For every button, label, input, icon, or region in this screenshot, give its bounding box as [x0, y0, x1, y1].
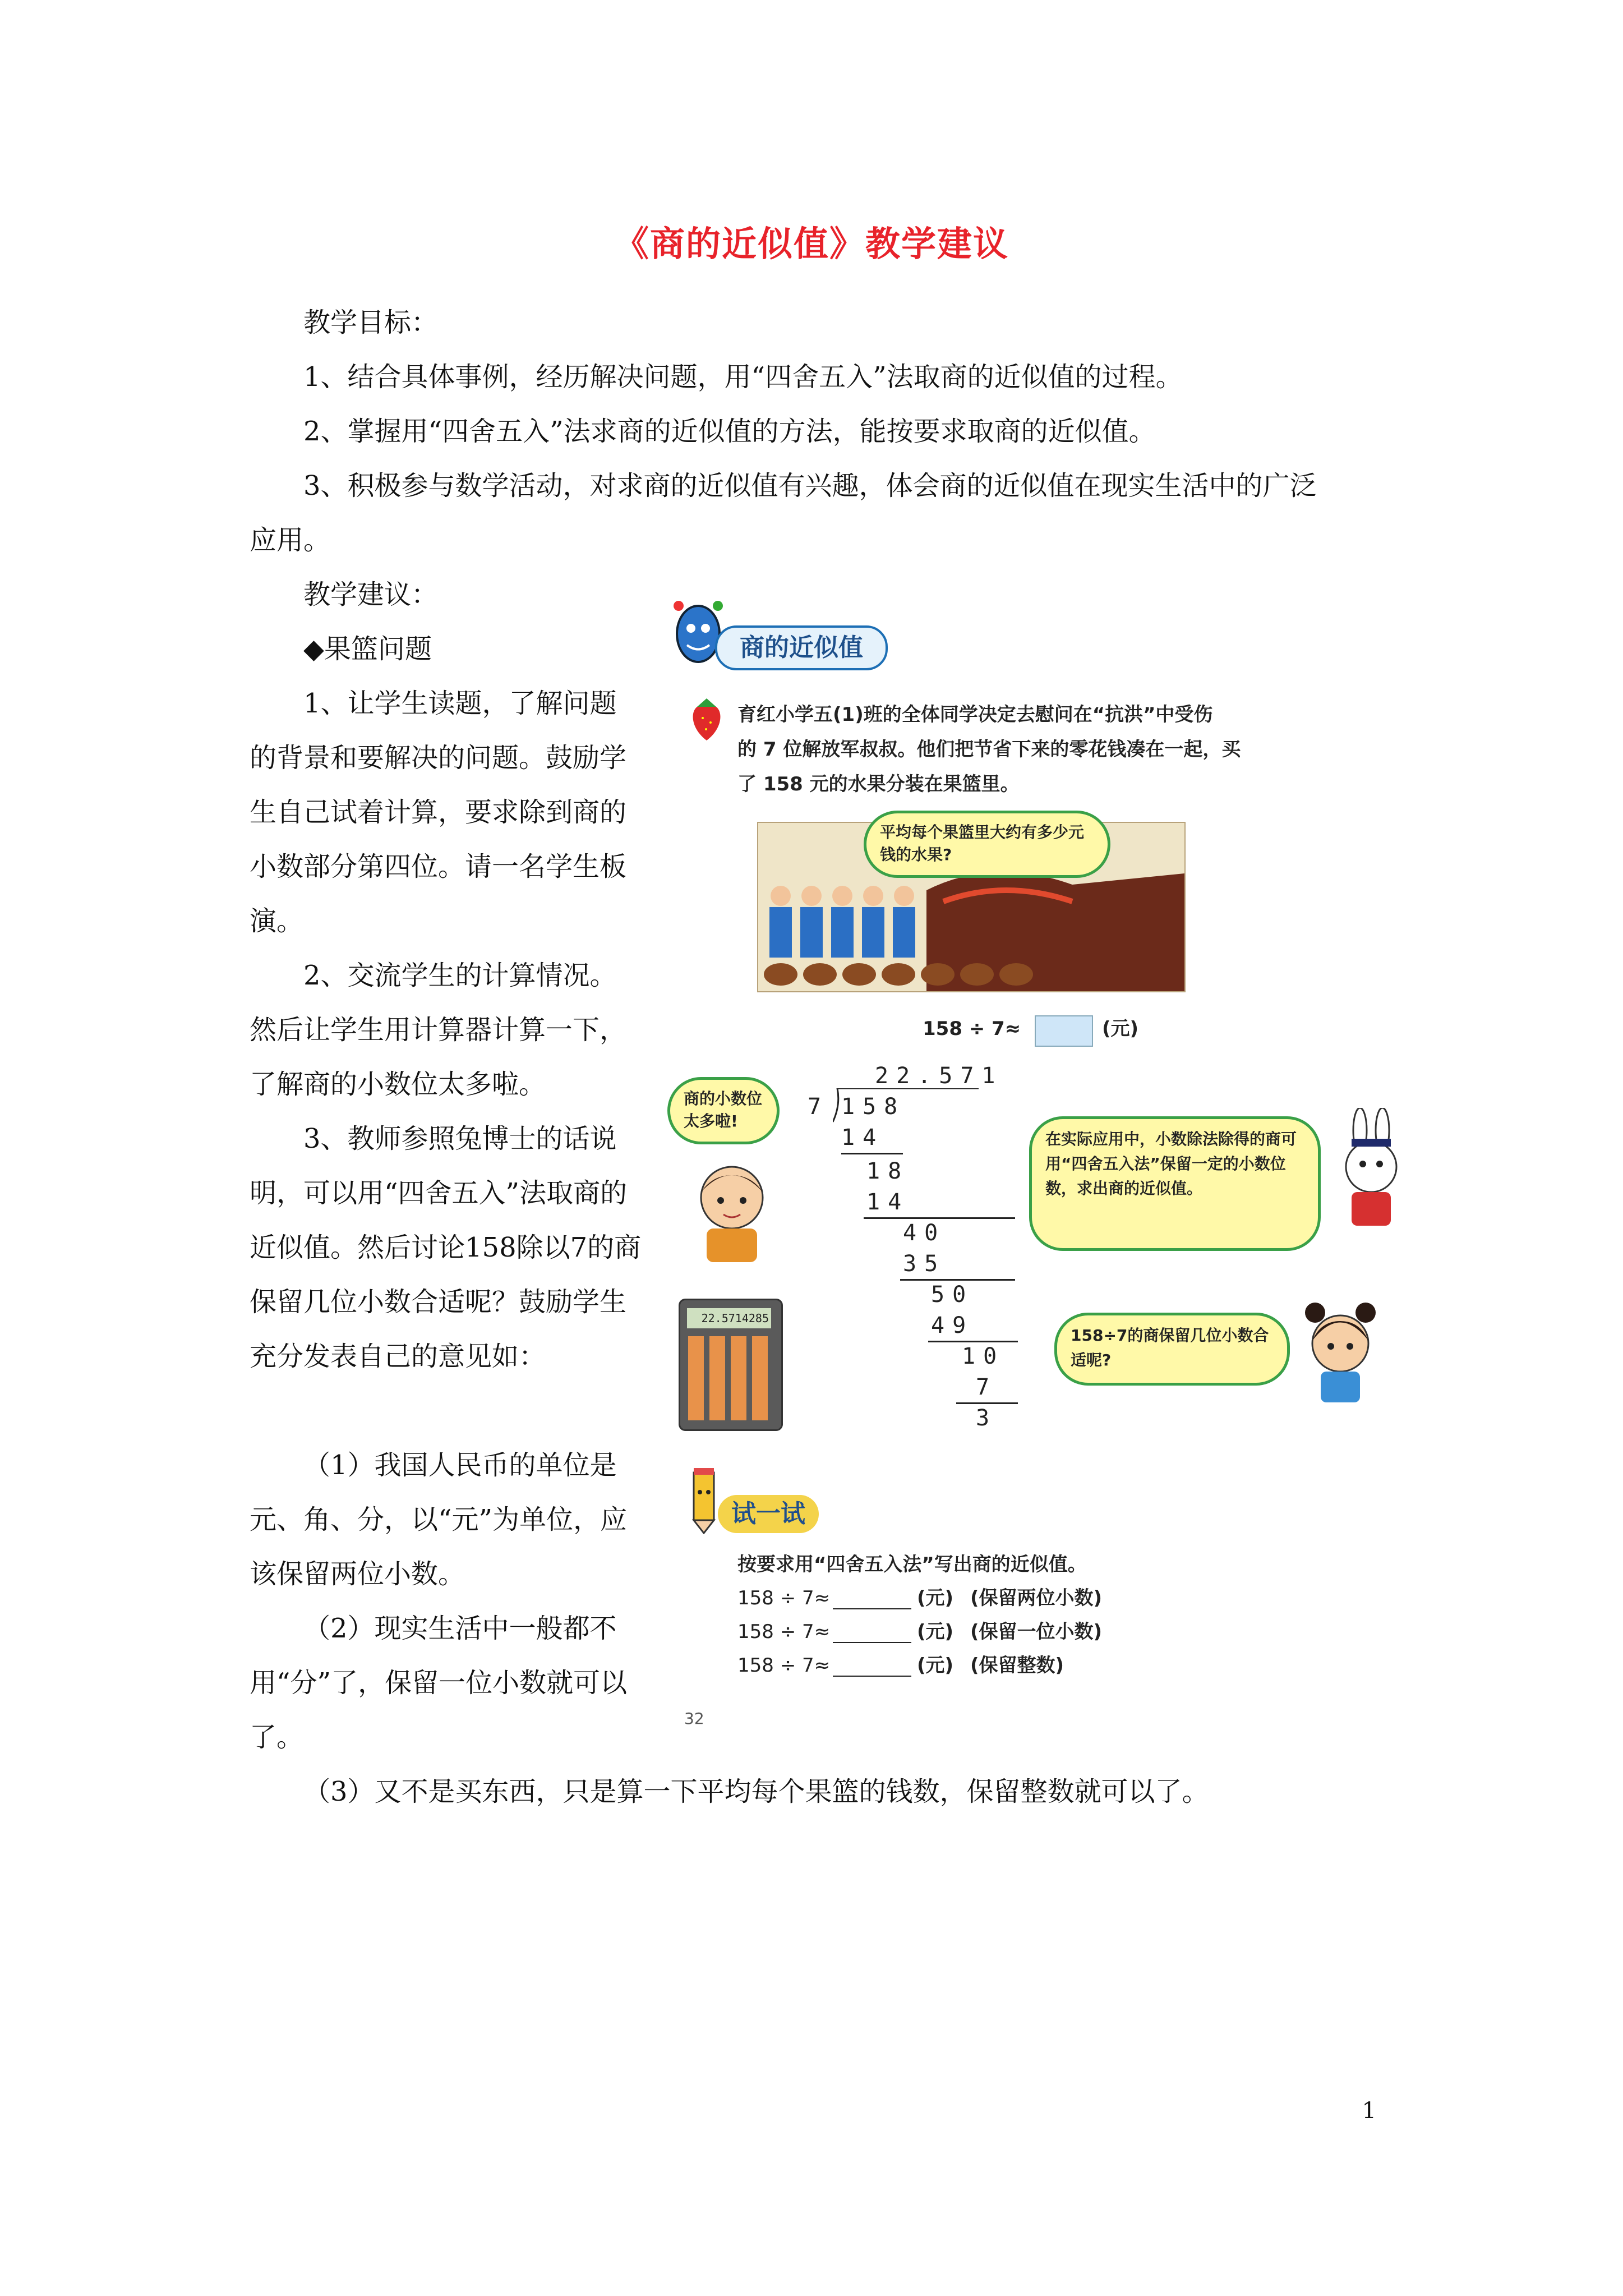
- division-line: [841, 1153, 903, 1154]
- paragraph-last: （3）又不是买东西，只是算一下平均每个果篮的钱数，保留整数就可以了。: [303, 1776, 1209, 1807]
- division-step: 50: [931, 1282, 974, 1308]
- try-note: (保留两位小数): [970, 1587, 1103, 1609]
- division-line: [928, 1341, 1018, 1342]
- division-dividend: 158: [841, 1094, 906, 1120]
- boy-bubble: 商的小数位太多啦!: [667, 1077, 780, 1144]
- girl-icon: [1298, 1293, 1382, 1405]
- division-step: 14: [841, 1125, 884, 1151]
- suggest-heading: 教学建议：: [303, 579, 439, 610]
- division-line: [956, 1402, 1018, 1404]
- girl-bubble: 158÷7的商保留几位小数合适呢?: [1054, 1313, 1290, 1386]
- calculator-icon: [679, 1299, 783, 1431]
- textbook-image: [656, 586, 1436, 1728]
- rabbit-bubble: 在实际应用中，小数除法除得的商可用“四舍五入法”保留一定的小数位数，求出商的近似值。: [1029, 1116, 1321, 1251]
- page-title: 《商的近似值》教学建议: [614, 223, 1009, 264]
- division-line: [864, 1217, 1015, 1219]
- try-instruction: 按要求用“四舍五入法”写出商的近似值。: [737, 1553, 1087, 1576]
- problem-line: 的 7 位解放军叔叔。他们把节省下来的零花钱凑在一起，买: [737, 738, 1241, 761]
- page-number: 1: [1362, 2098, 1376, 2124]
- try-note: (保留一位小数): [970, 1621, 1103, 1643]
- boy-icon: [690, 1158, 774, 1265]
- try-unit: (元): [917, 1654, 954, 1677]
- strawberry-icon: [687, 696, 726, 743]
- division-step: 14: [866, 1189, 910, 1215]
- textbook-header: 商的近似值: [715, 625, 888, 670]
- question-bubble: 平均每个果篮里大约有多少元钱的水果?: [864, 811, 1110, 878]
- division-step: 49: [931, 1313, 974, 1338]
- paragraph: 1、让学生读题，了解问题的背景和要解决的问题。鼓励学生自己试着计算，要求除到商的小数部分第四位。请一名学生板演。: [250, 688, 627, 937]
- calculator-keys: [688, 1336, 772, 1420]
- paragraph: 3、教师参照兔博士的话说明，可以用“四舍五入”法取商的近似值。然后讨论158除以7的商保留几位小数合适呢？鼓励学生充分发表自己的意见如：: [250, 1123, 642, 1372]
- equation-unit: (元): [1102, 1018, 1139, 1040]
- try-blank: [833, 1608, 911, 1609]
- goal-item: 3、积极参与数学活动，对求商的近似值有兴趣，体会商的近似值在现实生活中的广泛: [303, 470, 1317, 501]
- try-blank: [833, 1676, 911, 1677]
- division-step: 40: [903, 1220, 946, 1246]
- try-equation: 158 ÷ 7≈: [737, 1621, 831, 1643]
- pencil-mascot-icon: [681, 1467, 726, 1534]
- division-line: [900, 1279, 1015, 1281]
- try-equation: 158 ÷ 7≈: [737, 1587, 831, 1609]
- division-step: 35: [903, 1251, 946, 1277]
- equation-left: 158 ÷ 7≈: [923, 1018, 1021, 1040]
- goal-item: 应用。: [250, 524, 331, 556]
- paragraph: （2）现实生活中一般都不用“分”了，保留一位小数就可以了。: [250, 1613, 628, 1753]
- answer-box: [1035, 1015, 1093, 1047]
- rabbit-doctor-icon: [1329, 1108, 1413, 1231]
- try-unit: (元): [917, 1621, 954, 1643]
- try-unit: (元): [917, 1587, 954, 1609]
- problem-line: 育红小学五(1)班的全体同学决定去慰问在“抗洪”中受伤: [737, 703, 1213, 726]
- division-step: 3: [976, 1405, 998, 1431]
- goal-item: 2、掌握用“四舍五入”法求商的近似值的方法，能按要求取商的近似值。: [303, 416, 1156, 447]
- division-step: 7: [976, 1374, 998, 1400]
- paragraph: 2、交流学生的计算情况。然后让学生用计算器计算一下，了解商的小数位太多啦。: [250, 960, 627, 1100]
- section-heading: ◆果篮问题: [303, 633, 432, 665]
- division-step: 18: [866, 1158, 910, 1184]
- paragraph: （1）我国人民币的单位是元、角、分，以“元”为单位，应该保留两位小数。: [250, 1450, 628, 1590]
- division-divisor: 7: [808, 1094, 829, 1120]
- division-step: 10: [962, 1343, 1005, 1369]
- division-quotient: 22.571: [875, 1063, 1003, 1089]
- try-header: 试一试: [718, 1495, 819, 1533]
- goal-item: 1、结合具体事例，经历解决问题，用“四舍五入”法取商的近似值的过程。: [303, 361, 1183, 393]
- problem-line: 了 158 元的水果分装在果篮里。: [737, 773, 1020, 795]
- try-blank: [833, 1642, 911, 1643]
- try-note: (保留整数): [970, 1654, 1064, 1677]
- calculator-display: 22.5714285: [687, 1308, 771, 1328]
- textbook-page-number: 32: [684, 1709, 704, 1728]
- try-equation: 158 ÷ 7≈: [737, 1654, 831, 1677]
- goals-heading: 教学目标：: [303, 307, 439, 338]
